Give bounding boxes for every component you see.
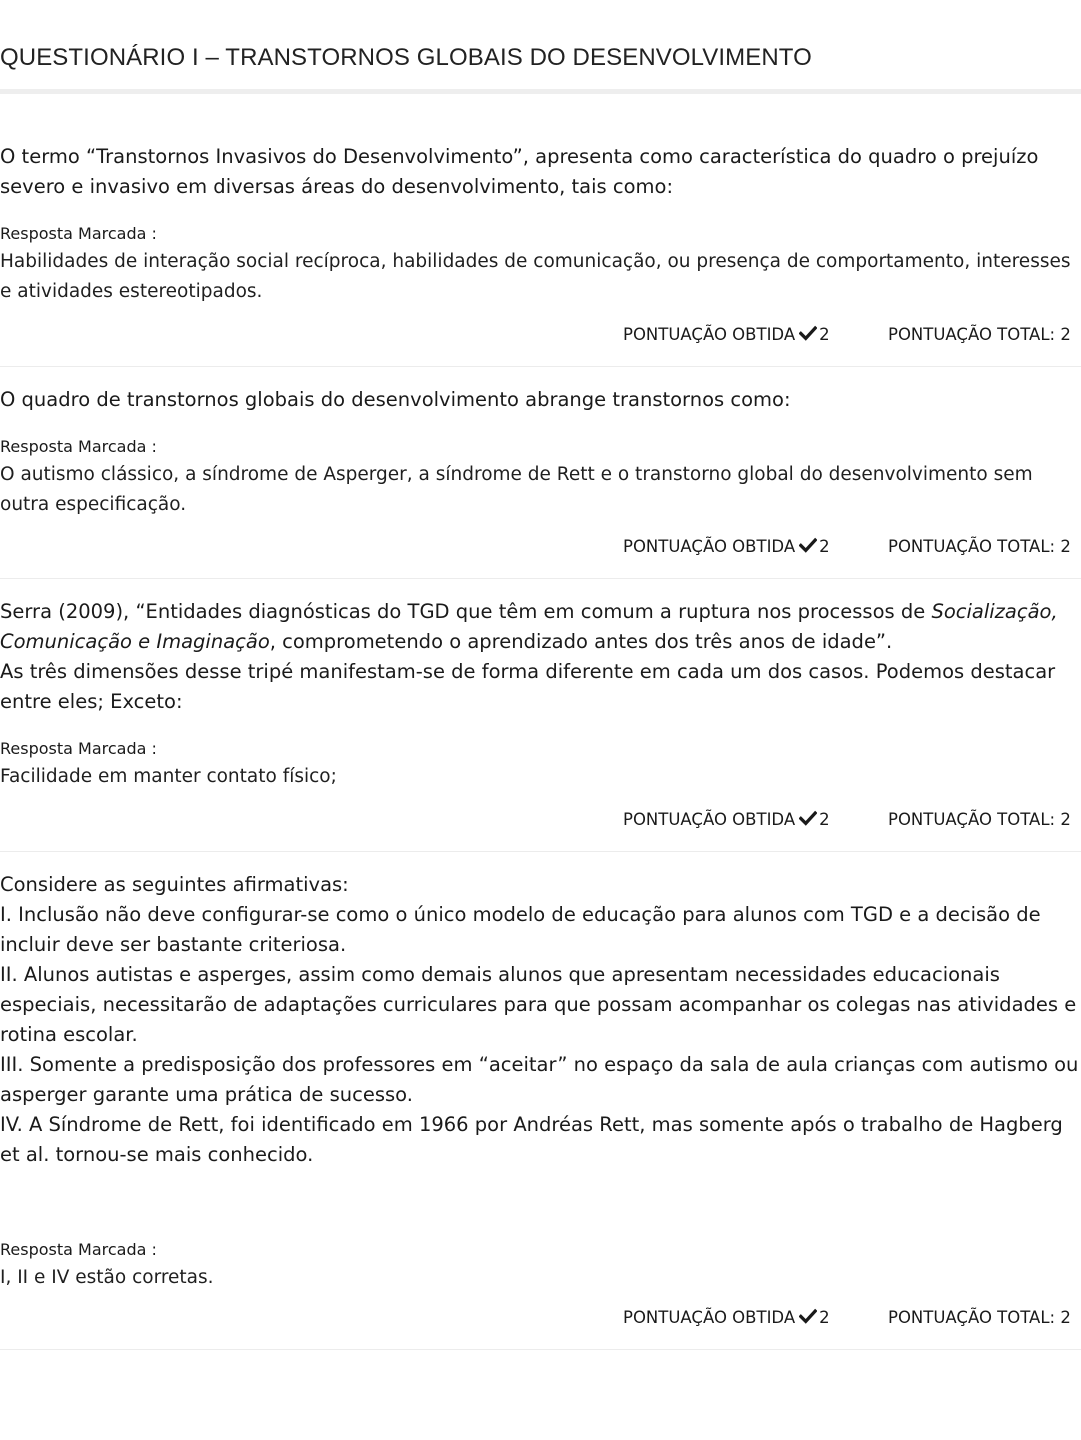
score-total-value: 2 bbox=[1060, 325, 1071, 344]
score-obtained-value: 2 bbox=[819, 537, 830, 556]
question-4-score-row bbox=[0, 1307, 1081, 1329]
score-total-label: PONTUAÇÃO TOTAL: bbox=[888, 325, 1056, 344]
question-3-answer: Facilidade em manter contato físico; bbox=[0, 766, 337, 787]
question-2-score-obtained bbox=[623, 536, 830, 558]
question-3-score-row bbox=[0, 809, 1081, 831]
score-obtained-label: PONTUAÇÃO OBTIDA bbox=[623, 537, 796, 556]
question-4-answer: I, II e IV estão corretas. bbox=[0, 1267, 214, 1288]
check-icon bbox=[799, 809, 817, 827]
question-1-answer-label: Resposta Marcada : bbox=[0, 224, 157, 243]
title-divider bbox=[0, 89, 1081, 94]
question-4-score-obtained bbox=[623, 1307, 830, 1329]
score-total-label: PONTUAÇÃO TOTAL: bbox=[888, 810, 1056, 829]
score-obtained-value: 2 bbox=[819, 810, 830, 829]
question-2-text: O quadro de transtornos globais do desenvolvimento abrange transtornos como: bbox=[0, 388, 791, 411]
check-icon bbox=[799, 324, 817, 342]
question-2-score-total bbox=[888, 536, 1071, 558]
score-total-value: 2 bbox=[1060, 1308, 1071, 1327]
page-title: QUESTIONÁRIO I – TRANSTORNOS GLOBAIS DO DESENVOLVIMENTO bbox=[0, 44, 812, 71]
score-total-value: 2 bbox=[1060, 810, 1071, 829]
question-1-text: O termo “Transtornos Invasivos do Desenvolvimento”, apresenta como característica do quadro o prejuízo severo e invasivo em diversas áreas do desenvolvimento, tais como: bbox=[0, 145, 1039, 198]
question-divider bbox=[0, 578, 1081, 579]
score-total-value: 2 bbox=[1060, 537, 1071, 556]
check-icon bbox=[799, 536, 817, 554]
question-2 bbox=[0, 385, 1081, 520]
question-1 bbox=[0, 142, 1081, 307]
score-total-label: PONTUAÇÃO TOTAL: bbox=[888, 1308, 1056, 1327]
question-3-text-start: Serra (2009), “Entidades diagnósticas do TGD que têm em comum a ruptura nos processos de bbox=[0, 600, 932, 623]
check-icon bbox=[799, 1307, 817, 1325]
question-divider bbox=[0, 1349, 1081, 1350]
score-obtained-label: PONTUAÇÃO OBTIDA bbox=[623, 325, 796, 344]
score-obtained-label: PONTUAÇÃO OBTIDA bbox=[623, 1308, 796, 1327]
question-4-answer-label: Resposta Marcada : bbox=[0, 1240, 157, 1259]
question-1-answer: Habilidades de interação social recíproca, habilidades de comunicação, ou presença de comportamento, interesses e atividades estereotipados. bbox=[0, 251, 1071, 302]
question-1-score-row bbox=[0, 324, 1081, 346]
question-3-score-total bbox=[888, 809, 1071, 831]
question-3 bbox=[0, 597, 1081, 792]
question-1-score-obtained bbox=[623, 324, 830, 346]
question-2-answer: O autismo clássico, a síndrome de Asperger, a síndrome de Rett e o transtorno global do desenvolvimento sem outra especificação. bbox=[0, 464, 1033, 515]
question-divider bbox=[0, 851, 1081, 852]
question-3-text bbox=[0, 597, 1081, 717]
question-4-score-total bbox=[888, 1307, 1071, 1329]
score-total-label: PONTUAÇÃO TOTAL: bbox=[888, 537, 1056, 556]
question-3-answer-label: Resposta Marcada : bbox=[0, 739, 157, 758]
question-4 bbox=[0, 870, 1081, 1293]
question-divider bbox=[0, 366, 1081, 367]
score-obtained-value: 2 bbox=[819, 325, 830, 344]
question-4-text: Considere as seguintes afirmativas: I. Inclusão não deve configurar-se como o único modelo de educação para alunos com TGD e a decisão de incluir deve ser bastante criteriosa. II. Alunos autistas e asperges, assim como demais alunos que apresentam necessidades educacionais especiais, necessitarão de adaptações curriculares para que possam acompanhar os colegas nas atividades e rotina escolar. III. Somente a predisposição dos professores em “aceitar” no espaço da sala de aula crianças com autismo ou asperger garante uma prática de sucesso. IV. A Síndrome de Rett, foi identificado em 1966 por Andréas Rett, mas somente após o trabalho de Hagberg et al. tornou-se mais conhecido. bbox=[0, 873, 1079, 1166]
question-3-text-end: , comprometendo o aprendizado antes dos três anos de idade”. As três dimensões desse tripé manifestam-se de forma diferente em cada um dos casos. Podemos destacar entre eles; Exceto: bbox=[0, 630, 1056, 713]
score-obtained-value: 2 bbox=[819, 1308, 830, 1327]
question-1-score-total bbox=[888, 324, 1071, 346]
question-2-answer-label: Resposta Marcada : bbox=[0, 437, 157, 456]
question-3-score-obtained bbox=[623, 809, 830, 831]
question-3-text-emphasis: Socialização, Comunicação e Imaginação bbox=[0, 600, 1058, 653]
score-obtained-label: PONTUAÇÃO OBTIDA bbox=[623, 810, 796, 829]
question-2-score-row bbox=[0, 536, 1081, 558]
